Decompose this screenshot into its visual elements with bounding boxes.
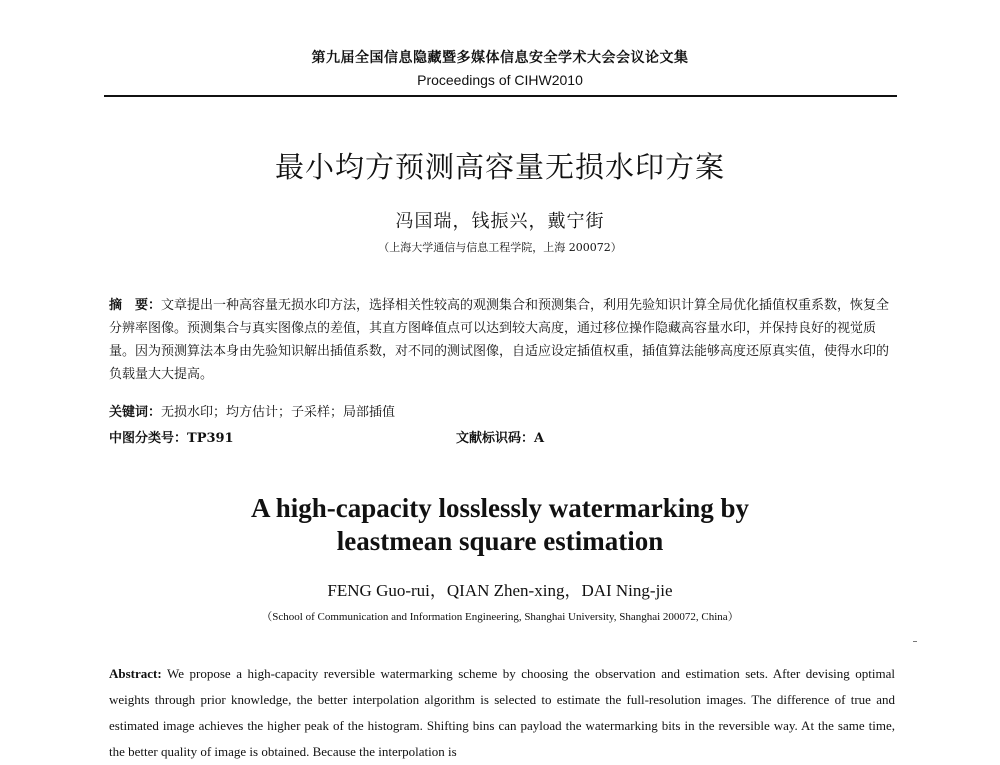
doc-id-value: A xyxy=(534,431,545,446)
paper-title-en xyxy=(0,492,1000,558)
scan-artifact xyxy=(913,641,917,642)
abstract-label-cn: 摘 要： xyxy=(109,298,162,313)
document-id xyxy=(456,428,544,450)
class-number-label: 中图分类号： xyxy=(109,431,188,446)
abstract-text-cn: 文章提出一种高容量无损水印方法，选择相关性较高的观测集合和预测集合，利用先验知识计算全局优化插值权重系数，恢复全分辨率图像。预测集合与真实图像点的差值，其直方图峰值点可以达到较大高度，通过移位操作隐藏高容量水印，并保持良好的视觉质量。因为预测算法本身由先验知识解出插值系数，对不同的测试图像，自适应设定插值权重，插值算法能够高度还原真实值，使得水印的负载量大大提高。 xyxy=(109,298,890,382)
keywords-label-cn: 关键词： xyxy=(109,405,162,420)
abstract-label-en: Abstract: xyxy=(109,666,162,681)
abstract-text-en: We propose a high-capacity reversible watermarking scheme by choosing the observation and estimation sets. After devising optimal weights through prior knowledge, the better interpolation algorithm is selected to estimate the full-resolution images. The difference of true and estimated image achieves the higher peak of the histogram. Shifting bins can payload the watermarking bits in the reversible way. At the same time, the better quality of image is obtained. Because the interpolation is xyxy=(109,666,896,759)
authors-cn: 冯国瑞，钱振兴，戴宁街 xyxy=(395,211,605,232)
running-header xyxy=(0,48,1000,89)
keywords-cn xyxy=(109,402,895,424)
affiliation-en: （School of Communication and Information Engineering, Shanghai University, Shanghai 200072, China） xyxy=(261,611,739,623)
paper-title-en-line2: leastmean square estimation xyxy=(336,526,664,556)
paper-title-cn: 最小均方预测高容量无损水印方案 xyxy=(274,150,725,184)
classification-line xyxy=(109,428,895,450)
class-number-value: TP391 xyxy=(187,431,234,446)
authors-en: FENG Guo-rui，QIAN Zhen-xing，DAI Ning-jie xyxy=(327,581,673,600)
abstract-en xyxy=(109,661,895,765)
keywords-text-cn: 无损水印；均方估计；子采样；局部插值 xyxy=(161,405,396,420)
header-rule xyxy=(104,95,897,97)
doc-id-label: 文献标识码： xyxy=(456,431,535,446)
paper-title-en-line1: A high-capacity losslessly watermarking by xyxy=(250,493,749,523)
affiliation-cn: （上海大学通信与信息工程学院，上海 200072） xyxy=(378,241,622,254)
proceedings-title-en: Proceedings of CIHW2010 xyxy=(417,72,583,88)
conference-title-cn: 第九届全国信息隐藏暨多媒体信息安全学术大会会议论文集 xyxy=(311,50,689,66)
abstract-cn xyxy=(109,294,895,386)
